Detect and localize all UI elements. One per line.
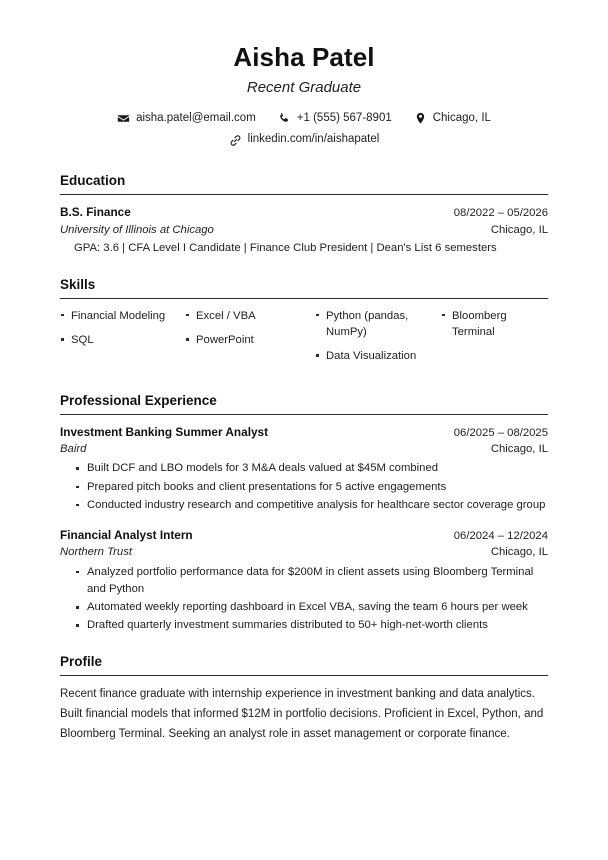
experience-dates: 06/2025 – 08/2025 xyxy=(453,426,548,439)
experience-dates: 06/2024 – 12/2024 xyxy=(453,529,548,542)
skills-column xyxy=(60,308,185,373)
skills-column xyxy=(441,308,548,373)
phone-icon xyxy=(278,112,291,125)
education-degree: B.S. Finance xyxy=(60,205,131,220)
resume-header xyxy=(60,0,548,147)
section-heading-skills: Skills xyxy=(60,276,96,292)
candidate-name: Aisha Patel xyxy=(233,42,375,72)
education-entry-sub xyxy=(60,222,548,238)
experience-entry-top xyxy=(60,424,548,441)
skills-column xyxy=(185,308,315,373)
experience-entry xyxy=(60,424,548,514)
section-skills xyxy=(60,277,548,373)
contact-phone[interactable] xyxy=(278,112,392,126)
contact-linkedin[interactable] xyxy=(229,133,380,147)
experience-bullet: Prepared pitch books and client presentations for 5 active engagements xyxy=(74,479,548,496)
section-rule-profile xyxy=(60,675,548,676)
education-entry xyxy=(60,204,548,257)
section-rule-experience xyxy=(60,414,548,415)
education-detail: GPA: 3.6 | CFA Level I Candidate | Finance Club President | Dean's List 6 semesters xyxy=(74,241,497,254)
skills-column xyxy=(315,308,441,373)
candidate-title: Recent Graduate xyxy=(246,79,362,97)
contact-row-primary xyxy=(60,112,548,126)
contact-location-text: Chicago, IL xyxy=(432,111,491,124)
section-rule-skills xyxy=(60,298,548,299)
section-heading-experience: Professional Experience xyxy=(60,392,217,408)
profile-text: Recent finance graduate with internship experience in investment banking and data analytics. Built financial models that informed $12M in portfolio decisions. Proficient in Excel, Python, and Bloomberg Terminal. Seeking an analyst role in asset management or corporate finance. xyxy=(60,688,544,740)
education-location: Chicago, IL xyxy=(490,223,548,236)
envelope-icon xyxy=(117,112,130,125)
experience-entry xyxy=(60,527,548,634)
experience-location: Chicago, IL xyxy=(490,443,548,456)
contact-email[interactable] xyxy=(117,112,256,126)
section-heading-education: Education xyxy=(60,173,126,189)
experience-bullets xyxy=(60,564,548,635)
education-entry-top xyxy=(60,204,548,221)
skill-item: Excel / VBA xyxy=(185,308,315,324)
skill-item: Bloomberg Terminal xyxy=(441,308,548,341)
experience-role: Financial Analyst Intern xyxy=(60,527,193,542)
section-heading-profile: Profile xyxy=(60,654,103,670)
skill-item: SQL xyxy=(60,332,185,348)
experience-bullet: Conducted industry research and competitive analysis for healthcare sector coverage group xyxy=(74,497,548,514)
contact-email-text: aisha.patel@email.com xyxy=(136,111,256,124)
experience-company: Baird xyxy=(60,443,87,456)
location-pin-icon xyxy=(414,112,427,125)
skill-item: PowerPoint xyxy=(185,332,315,348)
experience-bullet: Built DCF and LBO models for 3 M&A deals valued at $45M combined xyxy=(74,460,548,477)
section-experience xyxy=(60,393,548,634)
experience-entry-sub xyxy=(60,544,548,560)
experience-role: Investment Banking Summer Analyst xyxy=(60,424,269,439)
link-icon xyxy=(229,134,242,147)
education-dates: 08/2022 – 05/2026 xyxy=(453,207,548,220)
section-education xyxy=(60,173,548,257)
experience-bullet: Drafted quarterly investment summaries distributed to 50+ high-net-worth clients xyxy=(74,617,548,634)
contact-phone-text: +1 (555) 567-8901 xyxy=(296,111,392,124)
experience-bullet: Analyzed portfolio performance data for $200M in client assets using Bloomberg Terminal and Python xyxy=(74,564,548,598)
skill-item: Financial Modeling xyxy=(60,308,185,324)
experience-entry-top xyxy=(60,527,548,544)
experience-location: Chicago, IL xyxy=(490,546,548,559)
section-rule-education xyxy=(60,194,548,195)
experience-company: Northern Trust xyxy=(60,546,132,559)
experience-entry-sub xyxy=(60,441,548,457)
skills-grid xyxy=(60,308,548,373)
skill-item: Data Visualization xyxy=(315,348,441,364)
contact-linkedin-text: linkedin.com/in/aishapatel xyxy=(247,133,380,146)
section-profile xyxy=(60,654,548,744)
contact-location xyxy=(414,112,491,126)
education-school: University of Illinois at Chicago xyxy=(60,223,214,236)
experience-bullets xyxy=(60,460,548,513)
contact-row-secondary xyxy=(60,133,548,147)
experience-bullet: Automated weekly reporting dashboard in Excel VBA, saving the team 6 hours per week xyxy=(74,599,548,616)
skill-item: Python (pandas, NumPy) xyxy=(315,308,441,341)
